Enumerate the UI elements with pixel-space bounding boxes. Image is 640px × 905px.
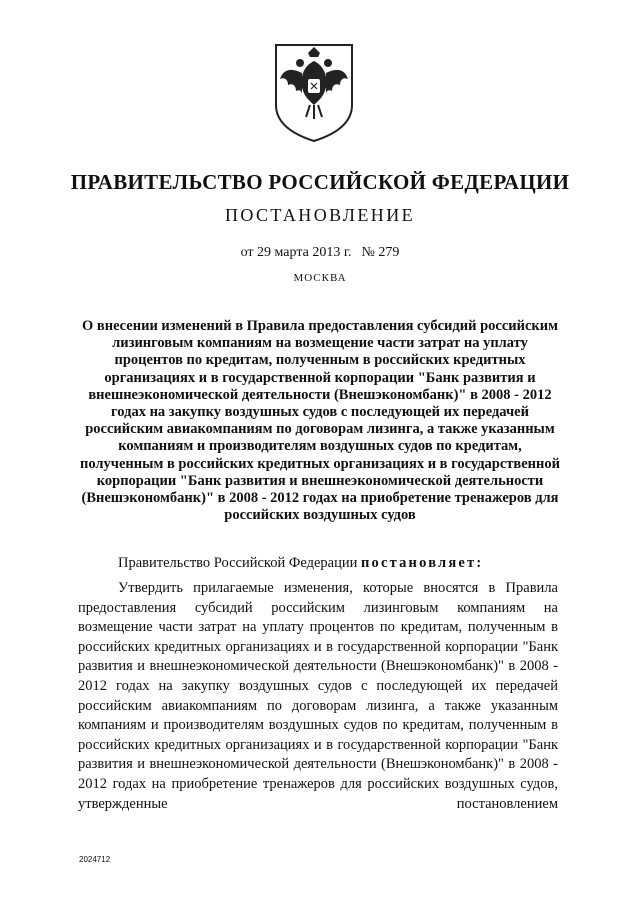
coat-of-arms-of-russia-icon — [270, 43, 358, 143]
body-paragraph: Утвердить прилагаемые изменения, которые вносятся в Правила предоставления субсидий российским лизинговым компаниям на возмещение части затрат на уплату процентов по кредитам, полученным в российских кредитных организациях и в государственной корпорации "Банк развития и внешнеэкономической деятельности (Внешэкономбанк)" в 2008 - 2012 годах на закупку воздушных судов с последующей их передачей российским авиакомпаниям по договорам лизинга, а также указанным компаниям и производителям воздушных судов по кредитам, полученным в российских кредитных организациях и в государственной корпорации "Банк развития и внешнеэкономической деятельности (Внешэкономбанк)" в 2008 - 2012 годах на приобретение тренажеров для российских воздушных судов, утвержденные постановлением — [78, 580, 558, 812]
government-title: ПРАВИТЕЛЬСТВО РОССИЙСКОЙ ФЕДЕРАЦИИ — [70, 170, 570, 194]
preamble-line — [118, 553, 483, 573]
document-date-line — [0, 245, 640, 261]
document-date: от 29 марта 2013 г. — [240, 245, 352, 260]
document-city: МОСКВА — [293, 272, 347, 284]
footer-code: 2024712 — [79, 855, 111, 864]
resolves-word: постановляет: — [360, 555, 484, 571]
document-subject: О внесении изменений в Правила предоставления субсидий российским лизинговым компаниям на возмещение части затрат на уплату процентов по кредитам, полученным в российских кредитных организациях и в государственной корпорации "Банк развития и внешнеэкономической деятельности (Внешэкономбанк)" в 2008 - 2012 годах на закупку воздушных судов с последующей их передачей российским авиакомпаниям по договорам лизинга, а также указанным компаниям и производителям воздушных судов по кредитам, полученным в российских кредитных организациях и в государственной корпорации "Банк развития и внешнеэкономической деятельности (Внешэкономбанк)" в 2008 - 2012 годах на приобретение тренажеров для российских воздушных судов — [80, 318, 560, 524]
document-type: ПОСТАНОВЛЕНИЕ — [224, 205, 416, 225]
document-number: № 279 — [361, 245, 400, 260]
preamble-text: Правительство Российской Федерации — [118, 555, 358, 571]
